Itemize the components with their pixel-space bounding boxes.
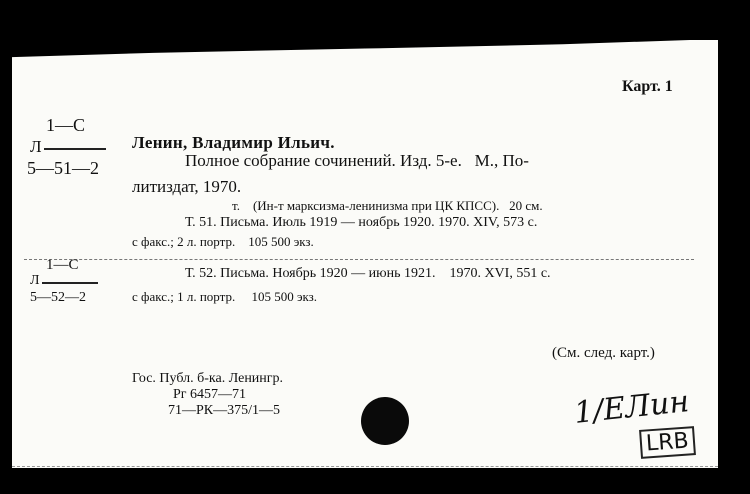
call-number2-line2: Л xyxy=(30,273,40,288)
vol52-line1: Т. 52. Письма. Ноябрь 1920 — июнь 1921. 1970. XVI, 551 с. xyxy=(185,266,551,281)
title-line: Полное собрание сочинений. Изд. 5-е. М., По- xyxy=(185,151,529,170)
vol51-line2: с факс.; 2 л. портр. 105 500 экз. xyxy=(132,234,314,249)
library-line3: 71—РК—375/1—5 xyxy=(168,403,281,418)
author-heading: Ленин, Владимир Ильич. xyxy=(132,133,335,152)
card-number-label: Карт. 1 xyxy=(622,78,673,95)
continuation-note: (См. след. карт.) xyxy=(552,345,655,361)
call-number-line1: 1—С xyxy=(46,115,86,135)
call-number-line2: Л xyxy=(30,137,42,156)
series-note: т. (Ин-т марксизма-ленинизма при ЦК КПСС). 20 см. xyxy=(232,198,543,213)
call-number-line3: 5—51—2 xyxy=(27,158,99,178)
call-number2-line3: 5—52—2 xyxy=(30,290,86,305)
separator-line xyxy=(24,259,694,260)
vol52-line2: с факс.; 1 л. портр. 105 500 экз. xyxy=(132,289,318,304)
call-number-rule xyxy=(44,148,106,150)
card-bottom-edge xyxy=(12,466,718,467)
call-number2-rule xyxy=(42,282,98,284)
punch-hole xyxy=(361,397,409,445)
call-number2-line1: 1—С xyxy=(46,257,79,273)
handwritten-note: 1/ЕЛин xyxy=(572,384,691,431)
library-line2: Рг 6457—71 xyxy=(173,387,247,402)
vol51-line1: Т. 51. Письма. Июль 1919 — ноябрь 1920. 1970. XIV, 573 с. xyxy=(185,215,538,230)
title-line2: литиздат, 1970. xyxy=(132,177,242,196)
library-line1: Гос. Публ. б-ка. Ленингр. xyxy=(132,371,284,386)
handwritten-mark: LRB xyxy=(639,426,696,459)
